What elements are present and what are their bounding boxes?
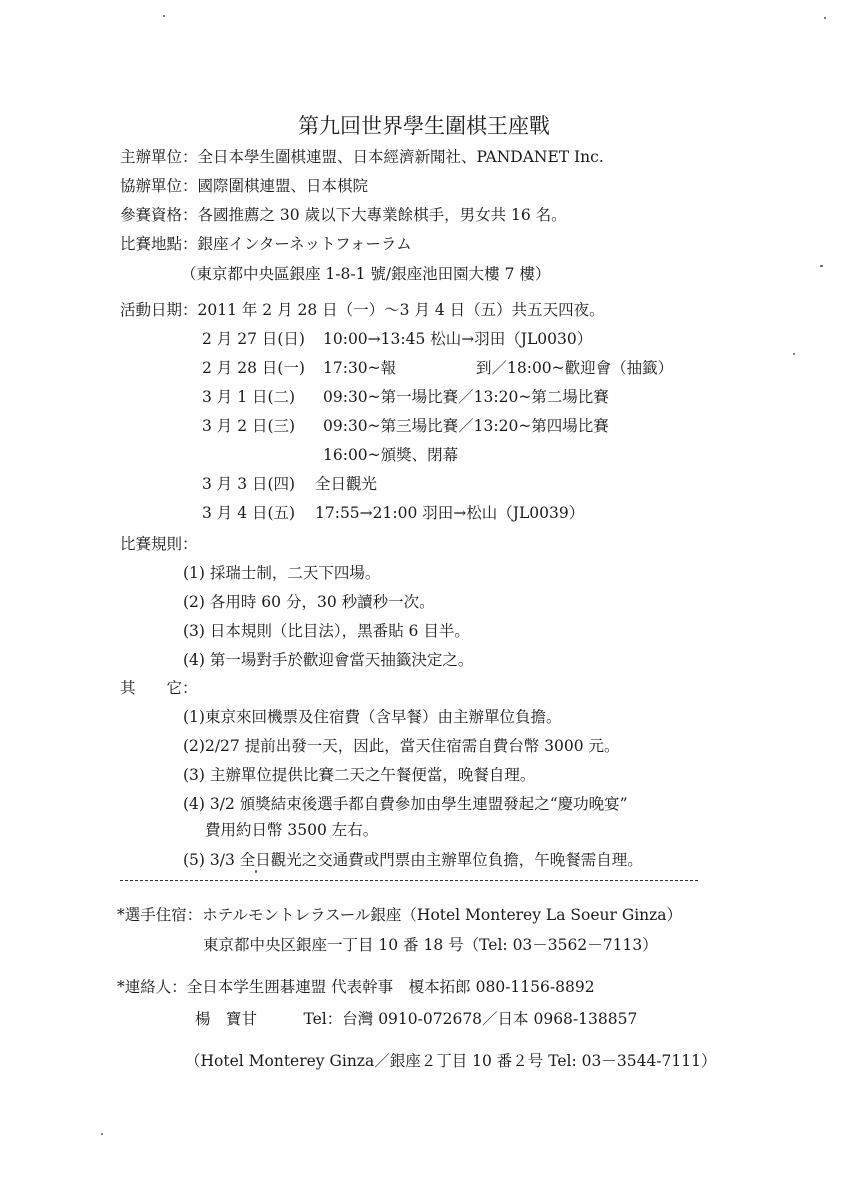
schedule-text: 17:30~報 (323, 359, 397, 377)
schedule-date: 3 月 4 日(五) (202, 504, 296, 522)
scan-speck (255, 870, 257, 873)
co-organizer-line: 協辦單位：國際圍棋連盟、日本棋院 (120, 177, 369, 195)
hotel-line: *選手住宿：ホテルモントレラスール銀座（Hotel Monterey La Soeur Ginza） (117, 906, 683, 924)
other-item: (3) 主辦單位提供比賽二天之午餐便當，晚餐自理。 (183, 766, 536, 784)
schedule-text: 10:00→13:45 松山→羽田（JL0030） (323, 330, 593, 348)
hotel-note-line: （Hotel Monterey Ginza／銀座２丁目 10 番２号 Tel: 03－3544-7111） (185, 1052, 717, 1070)
schedule-text: 09:30~第一場比賽／13:20~第二場比賽 (323, 388, 609, 406)
schedule-text: 09:30~第三場比賽／13:20~第四場比賽 (323, 417, 609, 435)
schedule-text: 16:00~頒獎、閉幕 (323, 446, 459, 464)
hotel-address-line: 東京都中央区銀座一丁目 10 番 18 号（Tel: 03－3562－7113） (203, 936, 658, 954)
document-title: 第九回世界學生圍棋王座戰 (298, 114, 550, 138)
venue-address-line: （東京都中央區銀座 1-8-1 號/銀座池田園大樓 7 樓） (181, 265, 551, 283)
rules-heading: 比賽規則： (120, 535, 198, 553)
others-heading: 其 它： (120, 679, 198, 697)
schedule-date: 2 月 28 日(一) (202, 359, 305, 377)
schedule-date: 3 月 3 日(四) (202, 475, 296, 493)
scan-speck (163, 15, 165, 17)
schedule-text: 全日觀光 (315, 475, 378, 493)
other-item: (2)2/27 提前出發一天，因此，當天住宿需自費台幣 3000 元。 (183, 737, 620, 755)
schedule-date: 2 月 27 日(日) (202, 330, 305, 348)
schedule-date: 3 月 2 日(三) (202, 417, 296, 435)
other-item: (4) 3/2 頒獎結束後選手都自費參加由學生連盟發起之“慶功晚宴” (183, 795, 628, 813)
dashed-divider (120, 880, 698, 881)
other-item: (5) 3/3 全日觀光之交通費或門票由主辦單位負擔，午晚餐需自理。 (183, 851, 643, 869)
scan-speck (824, 17, 826, 19)
other-item-continued: 費用約日幣 3500 左右。 (205, 821, 379, 839)
contact-line: *連絡人：全日本学生囲碁連盟 代表幹事 榎本拓郎 080-1156-8892 (117, 978, 595, 996)
rule-item: (4) 第一場對手於歡迎會當天抽籤決定之。 (183, 651, 474, 669)
schedule-date: 3 月 1 日(二) (202, 388, 296, 406)
activity-dates-heading: 活動日期：2011 年 2 月 28 日（一）～3 月 4 日（五）共五天四夜。 (120, 301, 605, 319)
contact-person-line: 楊 寶甘 Tel：台灣 0910-072678／日本 0968-138857 (195, 1010, 638, 1028)
scan-speck (820, 265, 823, 267)
rule-item: (1) 採瑞士制，二天下四場。 (183, 564, 381, 582)
schedule-text: 17:55→21:00 羽田→松山（JL0039） (315, 504, 585, 522)
organizer-line: 主辦單位：全日本學生圍棋連盟、日本經濟新聞社、PANDANET Inc. (120, 148, 604, 166)
schedule-text-continued: 到／18:00~歡迎會（抽籤） (476, 359, 674, 377)
rule-item: (2) 各用時 60 分，30 秒讀秒一次。 (183, 593, 435, 611)
other-item: (1)東京來回機票及住宿費（含早餐）由主辦單位負擔。 (183, 708, 562, 726)
scan-speck (101, 1133, 103, 1135)
venue-line: 比賽地點：銀座インターネットフォーラム (120, 235, 412, 253)
rule-item: (3) 日本規則（比目法），黑番貼 6 目半。 (183, 622, 470, 640)
eligibility-line: 參賽資格：各國推薦之 30 歲以下大專業餘棋手，男女共 16 名。 (120, 206, 567, 224)
scan-speck (793, 353, 795, 355)
